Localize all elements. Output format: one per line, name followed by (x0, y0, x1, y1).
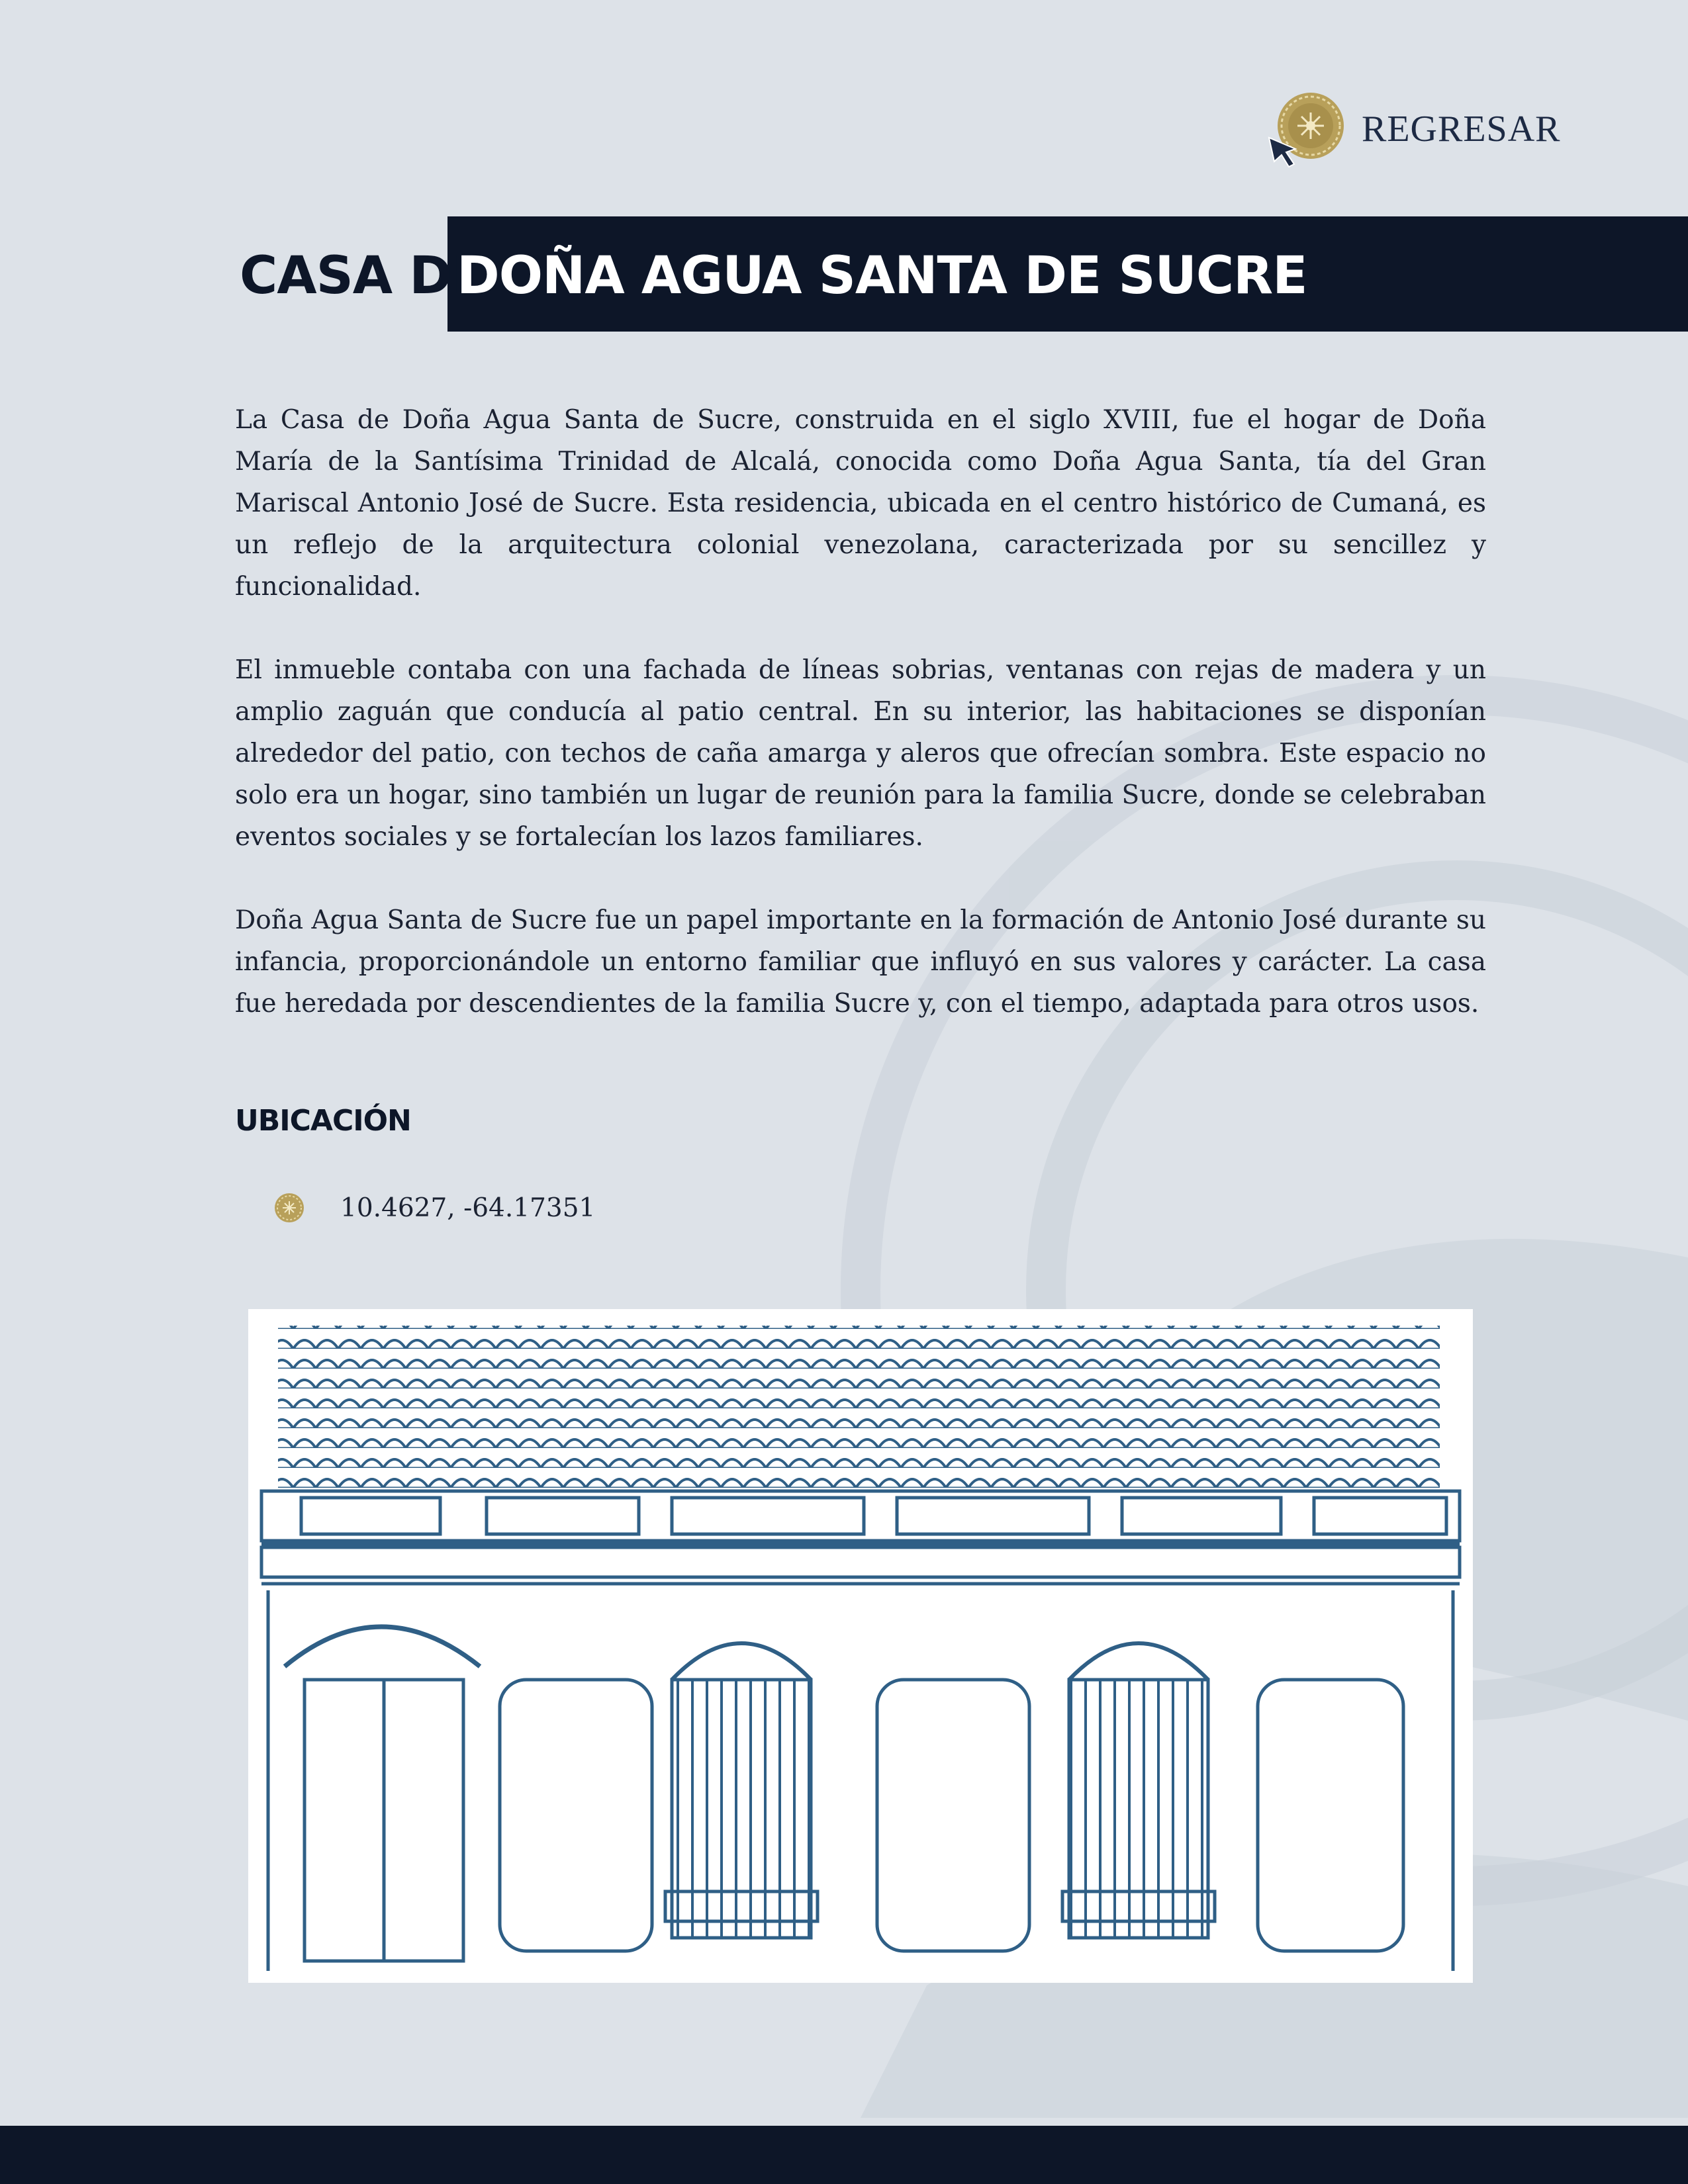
back-button[interactable] (1261, 86, 1561, 172)
paragraph: La Casa de Doña Agua Santa de Sucre, construida en el siglo XVIII, fue el hogar de Doña María de la Santísima Trinidad de Alcalá, conocida como Doña Agua Santa, tía del Gran Mariscal Antonio José de Sucre. Esta residencia, ubicada en el centro histórico de Cumaná, es un reflejo de la arquitectura colonial venezolana, caracterizada por su sencillez y funcionalidad. (235, 405, 1486, 602)
footer-bar (0, 2126, 1688, 2184)
facade-illustration (248, 1309, 1473, 1983)
gold-seal-cursor-icon (1261, 86, 1347, 172)
facade-drawing (248, 1309, 1473, 1983)
page-title-lead: CASA DE (240, 246, 487, 306)
page-title: DOÑA AGUA SANTA DE SUCRE (457, 246, 1307, 306)
location-row (273, 1185, 595, 1231)
back-button-label: REGRESAR (1362, 109, 1561, 150)
article-body (235, 399, 1486, 1066)
gold-seal-icon (273, 1191, 306, 1224)
location-coordinates: 10.4627, -64.17351 (340, 1193, 596, 1223)
paragraph: Doña Agua Santa de Sucre fue un papel importante en la formación de Antonio José durante su infancia, proporcionándole un entorno familiar que influyó en sus valores y carácter. La casa fue heredada por descendientes de la familia Sucre y, con el tiempo, adaptada para otros usos. (235, 905, 1486, 1019)
paragraph: El inmueble contaba con una fachada de líneas sobrias, ventanas con rejas de madera y un amplio zaguán que conducía al patio central. En su interior, las habitaciones se disponían alrededor del patio, con techos de caña amarga y aleros que ofrecían sombra. Este espacio no solo era un hogar, sino también un lugar de reunión para la familia Sucre, donde se celebraban eventos sociales y se fortalecían los lazos familiares. (235, 655, 1486, 852)
location-heading: UBICACIÓN (235, 1104, 411, 1138)
